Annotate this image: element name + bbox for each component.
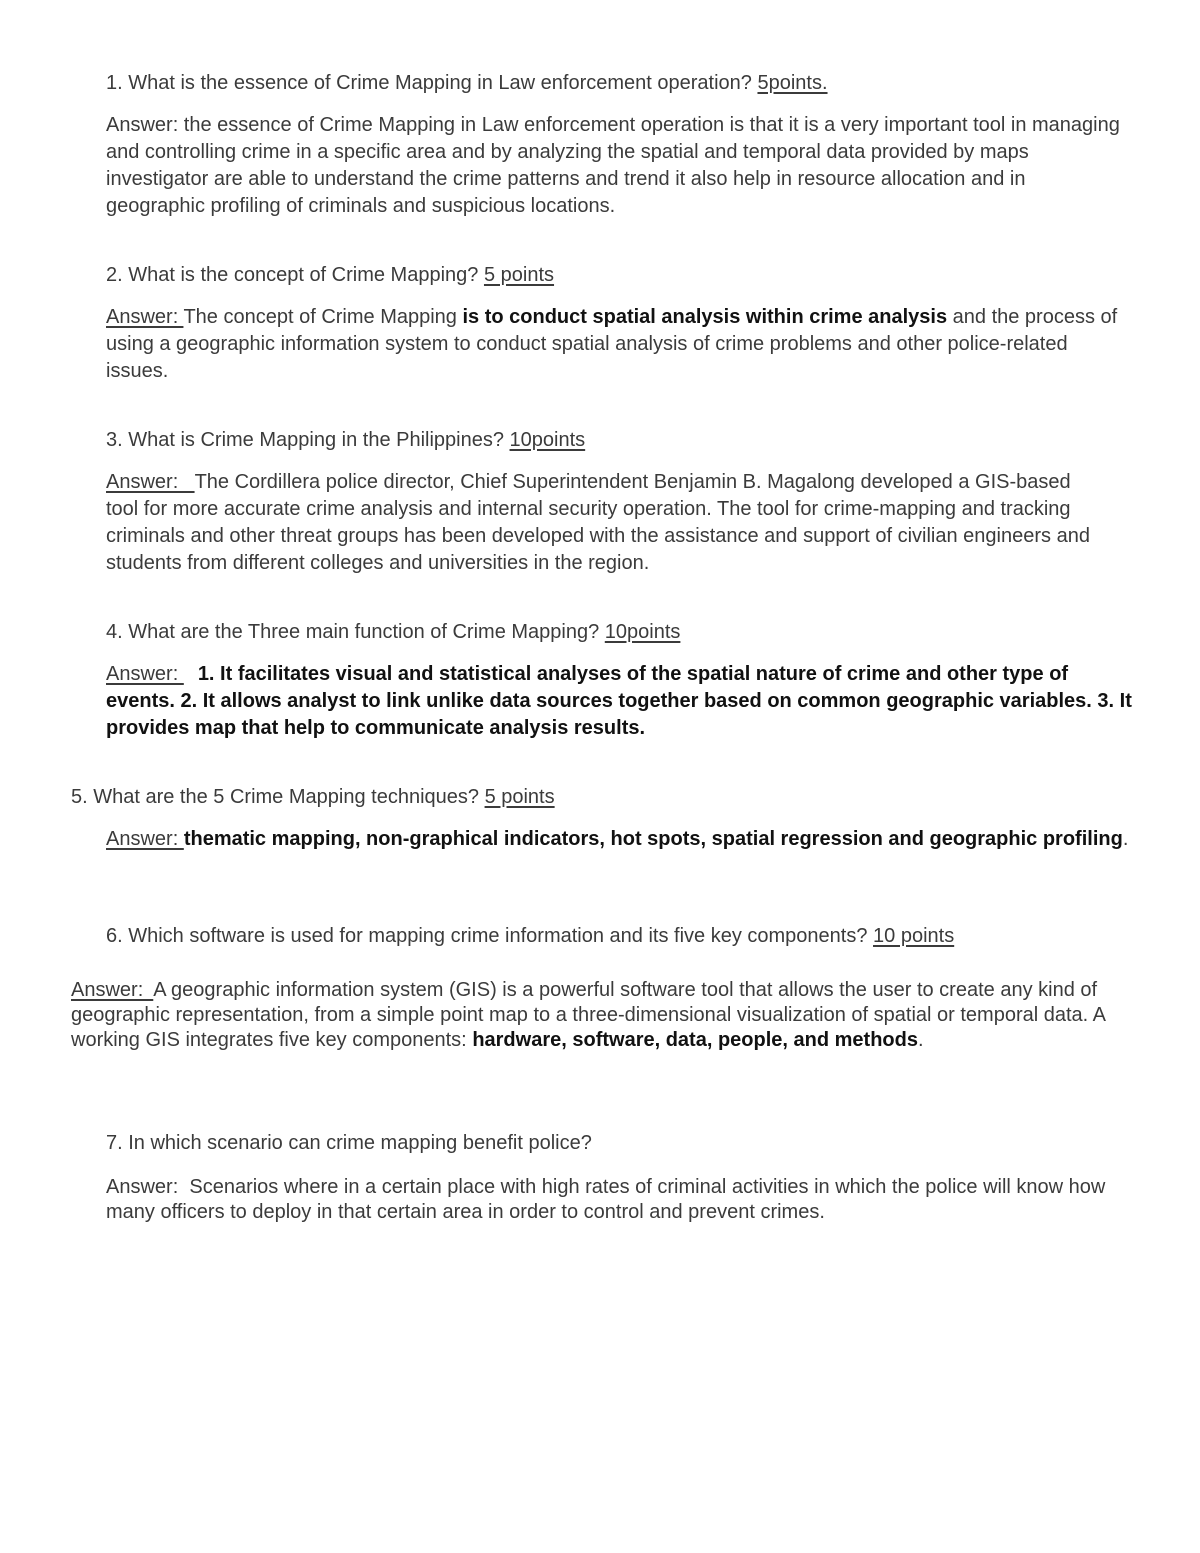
answer-label: Answer: (106, 114, 179, 136)
answer-label: Answer: (106, 471, 195, 493)
question-5 (71, 784, 555, 811)
answer-text: The Cordillera police director, Chief Superintendent Benjamin B. Magalong developed a GIS-based tool for more accurate crime analysis and internal security operation. The tool for crime-mapping and tracking criminals and other threat groups has been developed with the assistance and support of civilian engineers and students from different colleges and universities in the region. (106, 471, 1090, 574)
question-text: 3. What is Crime Mapping in the Philippines? (106, 429, 510, 451)
answer-6 (71, 978, 1131, 1053)
question-2 (106, 262, 554, 289)
answer-text-end: and the process of using a geographic information system to conduct spatial analysis of crime problems and other police-related issues. (106, 306, 1118, 382)
question-text: 7. In which scenario can crime mapping benefit police? (106, 1132, 592, 1154)
question-points: 10points (509, 429, 586, 451)
question-points: 10points (604, 621, 681, 643)
question-text: 6. Which software is used for mapping crime information and its five key components? (106, 925, 874, 947)
answer-label: Answer: (71, 979, 154, 1001)
question-points: 5 points (483, 264, 555, 286)
question-text: 4. What are the Three main function of Crime Mapping? (106, 621, 605, 643)
answer-text: Scenarios where in a certain place with high rates of criminal activities in which the police will know how many officers to deploy in that certain area in order to control and prevent crimes. (106, 1176, 1111, 1223)
question-4 (106, 619, 680, 646)
question-points: 10 points (873, 925, 955, 947)
answer-bold-text: hardware, software, data, people, and methods (472, 1029, 918, 1051)
question-text: 1. What is the essence of Crime Mapping in Law enforcement operation? (106, 72, 758, 94)
answer-4 (106, 661, 1136, 742)
answer-label: Answer: (106, 306, 184, 328)
answer-text-end: . (917, 1029, 924, 1051)
answer-bold-text: thematic mapping, non-graphical indicators, hot spots, spatial regression and geographic profiling (183, 828, 1123, 850)
question-1 (106, 70, 828, 97)
answer-5 (106, 826, 1136, 853)
answer-3 (106, 469, 1106, 577)
answer-bold-text: 1. It facilitates visual and statistical analyses of the spatial nature of crime and other type of events. 2. It allows analyst to link unlike data sources together based on common geographic variables. 3. It provides map that help to communicate analysis results. (106, 663, 1132, 739)
answer-text-end: . (1122, 828, 1129, 850)
answer-bold-text: is to conduct spatial analysis within crime analysis (462, 306, 948, 328)
answer-label: Answer: (106, 1176, 179, 1198)
answer-text: The concept of Crime Mapping (183, 306, 463, 328)
question-points: 5points. (757, 72, 828, 94)
answer-1 (106, 112, 1126, 220)
question-3 (106, 427, 585, 454)
question-6 (106, 923, 954, 950)
question-text: 2. What is the concept of Crime Mapping? (106, 264, 484, 286)
answer-7 (106, 1175, 1126, 1225)
question-text: 5. What are the 5 Crime Mapping techniques? (71, 786, 485, 808)
question-7 (106, 1130, 592, 1157)
answer-label: Answer: (106, 828, 184, 850)
answer-text: A geographic information system (GIS) is a powerful software tool that allows the user to create any kind of geographic representation, from a simple point map to a three-dimensional visualization of spatial or temporal data. A working GIS integrates five key components: (71, 979, 1105, 1051)
answer-text: the essence of Crime Mapping in Law enforcement operation is that it is a very important tool in managing and controlling crime in a specific area and by analyzing the spatial and temporal data provided by maps investigator are able to understand the crime patterns and trend it also help in resource allocation and in geographic profiling of criminals and suspicious locations. (106, 114, 1120, 217)
answer-label: Answer: (106, 663, 184, 685)
answer-2 (106, 304, 1126, 385)
question-points: 5 points (484, 786, 555, 808)
